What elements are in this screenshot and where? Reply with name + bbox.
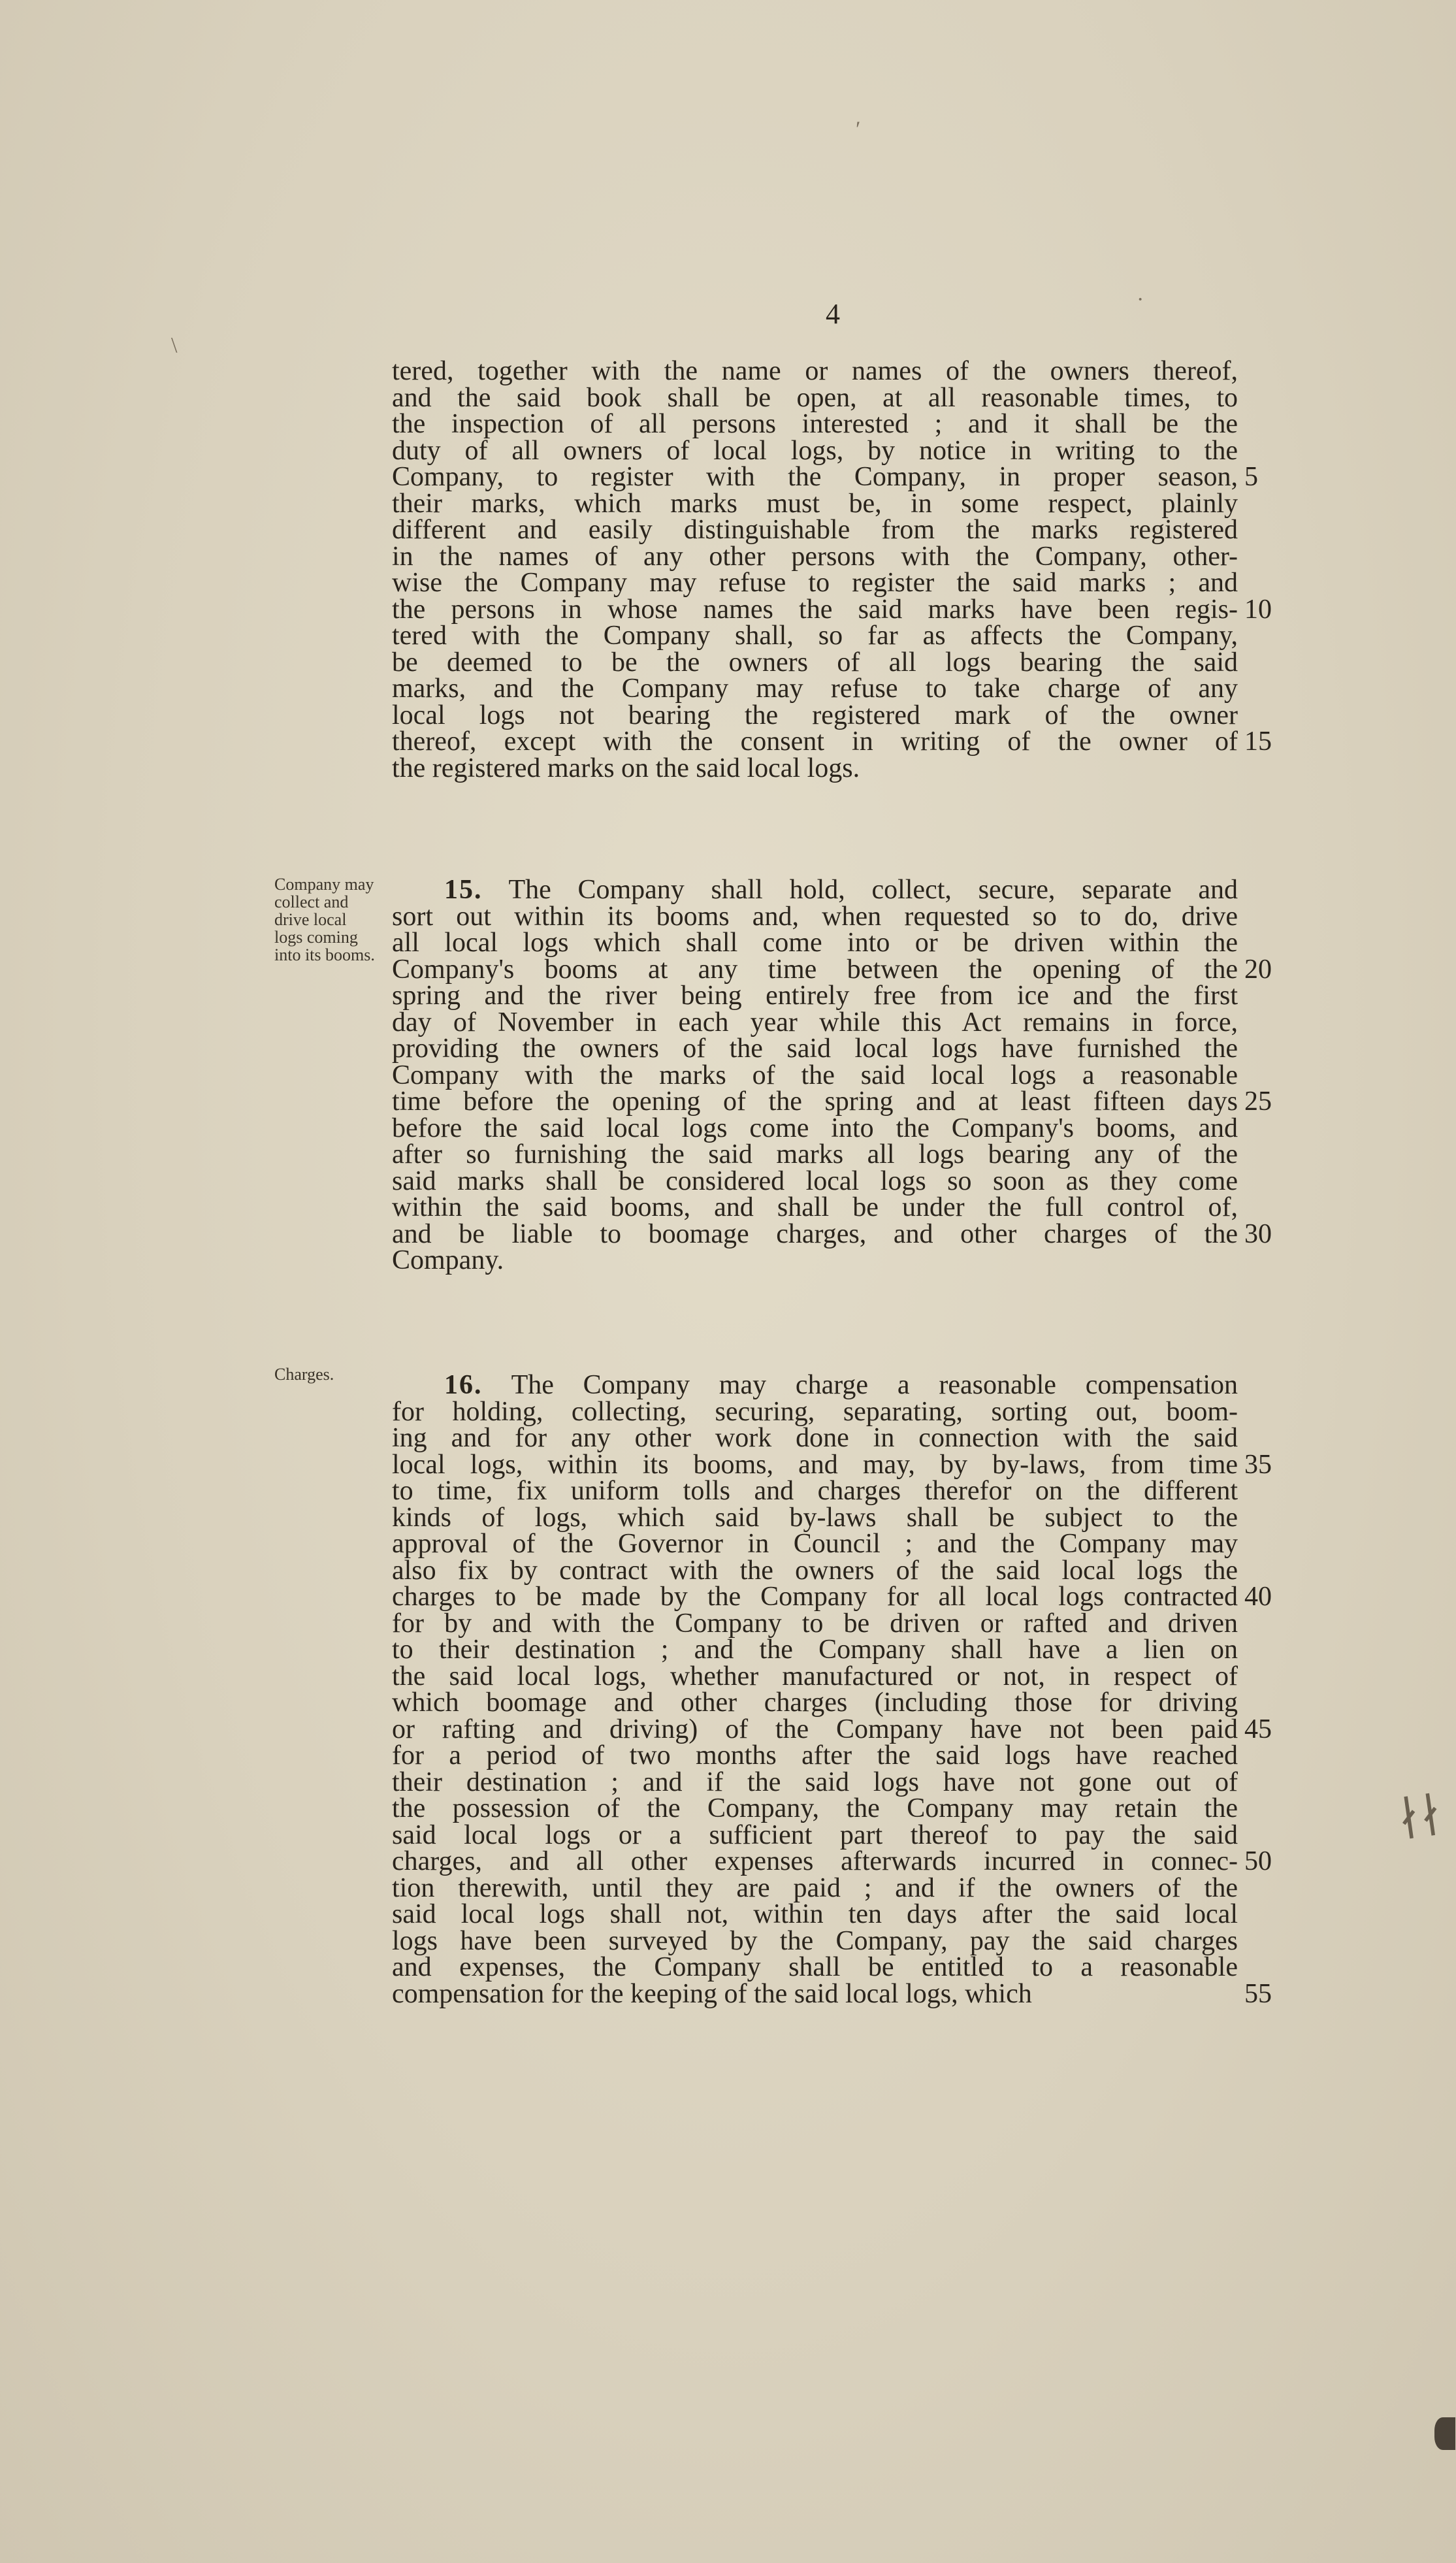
line-text: charges to be made by the Company for all local logs contracted bbox=[392, 1582, 1238, 1612]
line-text: tered with the Company shall, so far as affects the Company, bbox=[392, 621, 1238, 651]
margin-note-line: logs coming bbox=[274, 928, 358, 947]
line-text: within the said booms, and shall be under the full control of, bbox=[392, 1192, 1238, 1222]
section-16 bbox=[392, 1370, 1272, 2009]
text-line bbox=[392, 462, 1258, 492]
text-line bbox=[392, 1610, 1238, 1637]
text-line bbox=[392, 1690, 1238, 1716]
text-line bbox=[392, 1769, 1238, 1796]
line-text: The Company shall hold, collect, secure, separate and bbox=[508, 875, 1238, 905]
line-text: time before the opening of the spring and at least fifteen days bbox=[392, 1086, 1238, 1117]
text-line bbox=[392, 570, 1238, 596]
line-text: kinds of logs, which said by-laws shall be subject to the bbox=[392, 1502, 1238, 1533]
line-text: day of November in each year while this Act remains in force, bbox=[392, 1007, 1238, 1037]
line-text: their marks, which marks must be, in some respect, plainly bbox=[392, 488, 1238, 519]
continued-paragraph bbox=[392, 356, 1272, 783]
speck-mark: \ bbox=[171, 333, 178, 357]
line-text: different and easily distinguishable from the marks registered bbox=[392, 515, 1238, 545]
text-line bbox=[392, 594, 1272, 625]
page-number: 4 bbox=[826, 298, 840, 330]
line-text: for a period of two months after the said logs have reached bbox=[392, 1740, 1238, 1771]
line-text: The Company may charge a reasonable compensation bbox=[511, 1370, 1238, 1400]
line-number: 15 bbox=[1244, 726, 1272, 757]
line-text: Company. bbox=[392, 1245, 504, 1275]
line-text: duty of all owners of local logs, by notice in writing to the bbox=[392, 435, 1238, 466]
line-number: 30 bbox=[1244, 1218, 1272, 1249]
line-text: their destination ; and if the said logs have not gone out of bbox=[392, 1767, 1238, 1797]
text-line bbox=[392, 1663, 1238, 1690]
margin-note-line: into its booms. bbox=[274, 945, 375, 964]
line-text: to their destination ; and the Company shall have a lien on bbox=[392, 1635, 1238, 1665]
line-number: 40 bbox=[1244, 1582, 1272, 1612]
text-line bbox=[392, 649, 1238, 676]
text-line bbox=[392, 1555, 1238, 1586]
text-line bbox=[392, 1086, 1272, 1117]
text-line bbox=[392, 435, 1238, 466]
page-edge-mark bbox=[1434, 2417, 1455, 2450]
text-line bbox=[392, 1872, 1238, 1903]
line-text: spring and the river being entirely free from ice and the first bbox=[392, 981, 1238, 1011]
line-text: in the names of any other persons with the Company, other- bbox=[392, 541, 1238, 572]
text-line bbox=[392, 1978, 1272, 2009]
text-line bbox=[392, 901, 1238, 932]
text-line bbox=[392, 541, 1238, 572]
line-text: providing the owners of the said local logs have furnished the bbox=[392, 1034, 1238, 1064]
line-text: the possession of the Company, the Company may retain the bbox=[392, 1793, 1238, 1823]
line-text: Company's booms at any time between the opening of the bbox=[392, 954, 1238, 985]
text-line bbox=[392, 1742, 1238, 1769]
text-line bbox=[392, 1795, 1238, 1822]
text-line bbox=[392, 1062, 1238, 1089]
line-text: said local logs shall not, within ten days after the said local bbox=[392, 1899, 1238, 1929]
line-text: said marks shall be considered local logs so soon as they come bbox=[392, 1166, 1238, 1196]
line-number: 50 bbox=[1244, 1846, 1272, 1876]
line-text: compensation for the keeping of the said local logs, which bbox=[392, 1978, 1032, 2009]
text-line bbox=[392, 1925, 1238, 1956]
section-number: 15. bbox=[444, 875, 483, 905]
text-line bbox=[392, 1372, 1238, 1399]
text-line bbox=[392, 1168, 1238, 1195]
line-text: for by and with the Company to be driven or rafted and driven bbox=[392, 1608, 1238, 1639]
text-line bbox=[392, 676, 1238, 702]
line-text: marks, and the Company may refuse to take charge of any bbox=[392, 674, 1238, 704]
line-number: 25 bbox=[1244, 1086, 1272, 1117]
line-text: wise the Company may refuse to register the said marks ; and bbox=[392, 568, 1238, 598]
line-text: before the said local logs come into the Company's booms, and bbox=[392, 1113, 1238, 1143]
line-text: tered, together with the name or names of the owners thereof, bbox=[392, 356, 1238, 386]
text-line bbox=[392, 1218, 1272, 1249]
line-text: be deemed to be the owners of all logs bearing the said bbox=[392, 647, 1238, 677]
line-text: approval of the Governor in Council ; and the Company may bbox=[392, 1529, 1238, 1559]
text-line bbox=[392, 1396, 1238, 1427]
section-15 bbox=[392, 875, 1272, 1275]
text-line bbox=[392, 983, 1238, 1009]
text-line bbox=[392, 1009, 1238, 1036]
text-line bbox=[392, 1478, 1238, 1505]
text-line bbox=[392, 1036, 1238, 1062]
text-line bbox=[392, 1714, 1272, 1744]
text-line bbox=[392, 1846, 1272, 1876]
text-line bbox=[392, 755, 1238, 782]
line-text: also fix by contract with the owners of the said local logs the bbox=[392, 1555, 1238, 1586]
text-line bbox=[392, 1115, 1238, 1142]
text-line bbox=[392, 1194, 1238, 1221]
line-number: 5 bbox=[1244, 462, 1258, 492]
line-text: all local logs which shall come into or be driven within the bbox=[392, 928, 1238, 958]
margin-note-line: drive local bbox=[274, 910, 347, 929]
text-line bbox=[392, 1901, 1238, 1928]
line-number: 35 bbox=[1244, 1449, 1272, 1480]
line-text: to time, fix uniform tolls and charges therefor on the different bbox=[392, 1476, 1238, 1506]
line-number: 55 bbox=[1244, 1978, 1272, 2009]
text-line bbox=[392, 1502, 1238, 1533]
line-number: 10 bbox=[1244, 594, 1272, 625]
text-line bbox=[392, 358, 1238, 385]
line-text: which boomage and other charges (including those for driving bbox=[392, 1688, 1238, 1718]
line-number: 20 bbox=[1244, 954, 1272, 985]
text-line bbox=[392, 1582, 1272, 1612]
line-number: 45 bbox=[1244, 1714, 1272, 1744]
line-text: and expenses, the Company shall be entitled to a reasonable bbox=[392, 1952, 1238, 1982]
text-line bbox=[392, 517, 1238, 544]
line-text: ing and for any other work done in connection with the said bbox=[392, 1423, 1238, 1453]
text-line bbox=[392, 1531, 1238, 1558]
margin-note-line: collect and bbox=[274, 892, 349, 911]
line-text: thereof, except with the consent in writing of the owner of bbox=[392, 726, 1238, 757]
line-text: logs have been surveyed by the Company, pay the said charges bbox=[392, 1925, 1238, 1956]
speck-mark: · bbox=[1137, 287, 1144, 312]
line-text: tion therewith, until they are paid ; and if the owners of the bbox=[392, 1872, 1238, 1903]
text-line bbox=[392, 954, 1272, 985]
line-text: sort out within its booms and, when requested so to do, drive bbox=[392, 901, 1238, 932]
text-line bbox=[392, 411, 1238, 438]
text-line bbox=[392, 623, 1238, 649]
text-line bbox=[392, 930, 1238, 956]
text-line bbox=[392, 1637, 1238, 1663]
margin-note-line: Charges. bbox=[274, 1365, 334, 1384]
line-text: the said local logs, whether manufactured or not, in respect of bbox=[392, 1661, 1238, 1691]
line-text: said local logs or a sufficient part thereof to pay the said bbox=[392, 1820, 1238, 1850]
text-line bbox=[392, 1954, 1238, 1981]
line-text: and the said book shall be open, at all reasonable times, to bbox=[392, 382, 1238, 413]
line-text: the persons in whose names the said marks have been regis- bbox=[392, 594, 1238, 625]
text-line bbox=[392, 1822, 1238, 1849]
margin-note-line: Company may bbox=[274, 875, 374, 894]
text-line bbox=[392, 488, 1238, 519]
text-line bbox=[392, 877, 1238, 904]
line-text: Company with the marks of the said local logs a reasonable bbox=[392, 1060, 1238, 1090]
text-line bbox=[392, 1141, 1238, 1168]
line-text: the registered marks on the said local logs. bbox=[392, 753, 860, 783]
line-text: or rafting and driving) of the Company have not been paid bbox=[392, 1714, 1238, 1744]
line-text: for holding, collecting, securing, separating, sorting out, boom- bbox=[392, 1396, 1238, 1427]
line-text: and be liable to boomage charges, and other charges of the bbox=[392, 1218, 1238, 1249]
line-text: charges, and all other expenses afterwards incurred in connec- bbox=[392, 1846, 1238, 1876]
line-text: the inspection of all persons interested ; and it shall be the bbox=[392, 409, 1238, 439]
text-line bbox=[392, 1449, 1272, 1480]
text-line bbox=[392, 1425, 1238, 1452]
line-text: after so furnishing the said marks all logs bearing any of the bbox=[392, 1139, 1238, 1169]
line-text: local logs not bearing the registered mark of the owner bbox=[392, 700, 1238, 730]
line-text: Company, to register with the Company, in proper season, bbox=[392, 462, 1238, 492]
section-number: 16. bbox=[444, 1370, 483, 1400]
speck-mark: ʹ bbox=[856, 118, 861, 142]
line-text: local logs, within its booms, and may, by by-laws, from time bbox=[392, 1449, 1238, 1480]
pencil-annotation: ∤∤ bbox=[1395, 1789, 1446, 1846]
text-line bbox=[392, 702, 1238, 729]
text-line bbox=[392, 382, 1238, 413]
text-line bbox=[392, 726, 1272, 757]
text-line bbox=[392, 1247, 1238, 1274]
